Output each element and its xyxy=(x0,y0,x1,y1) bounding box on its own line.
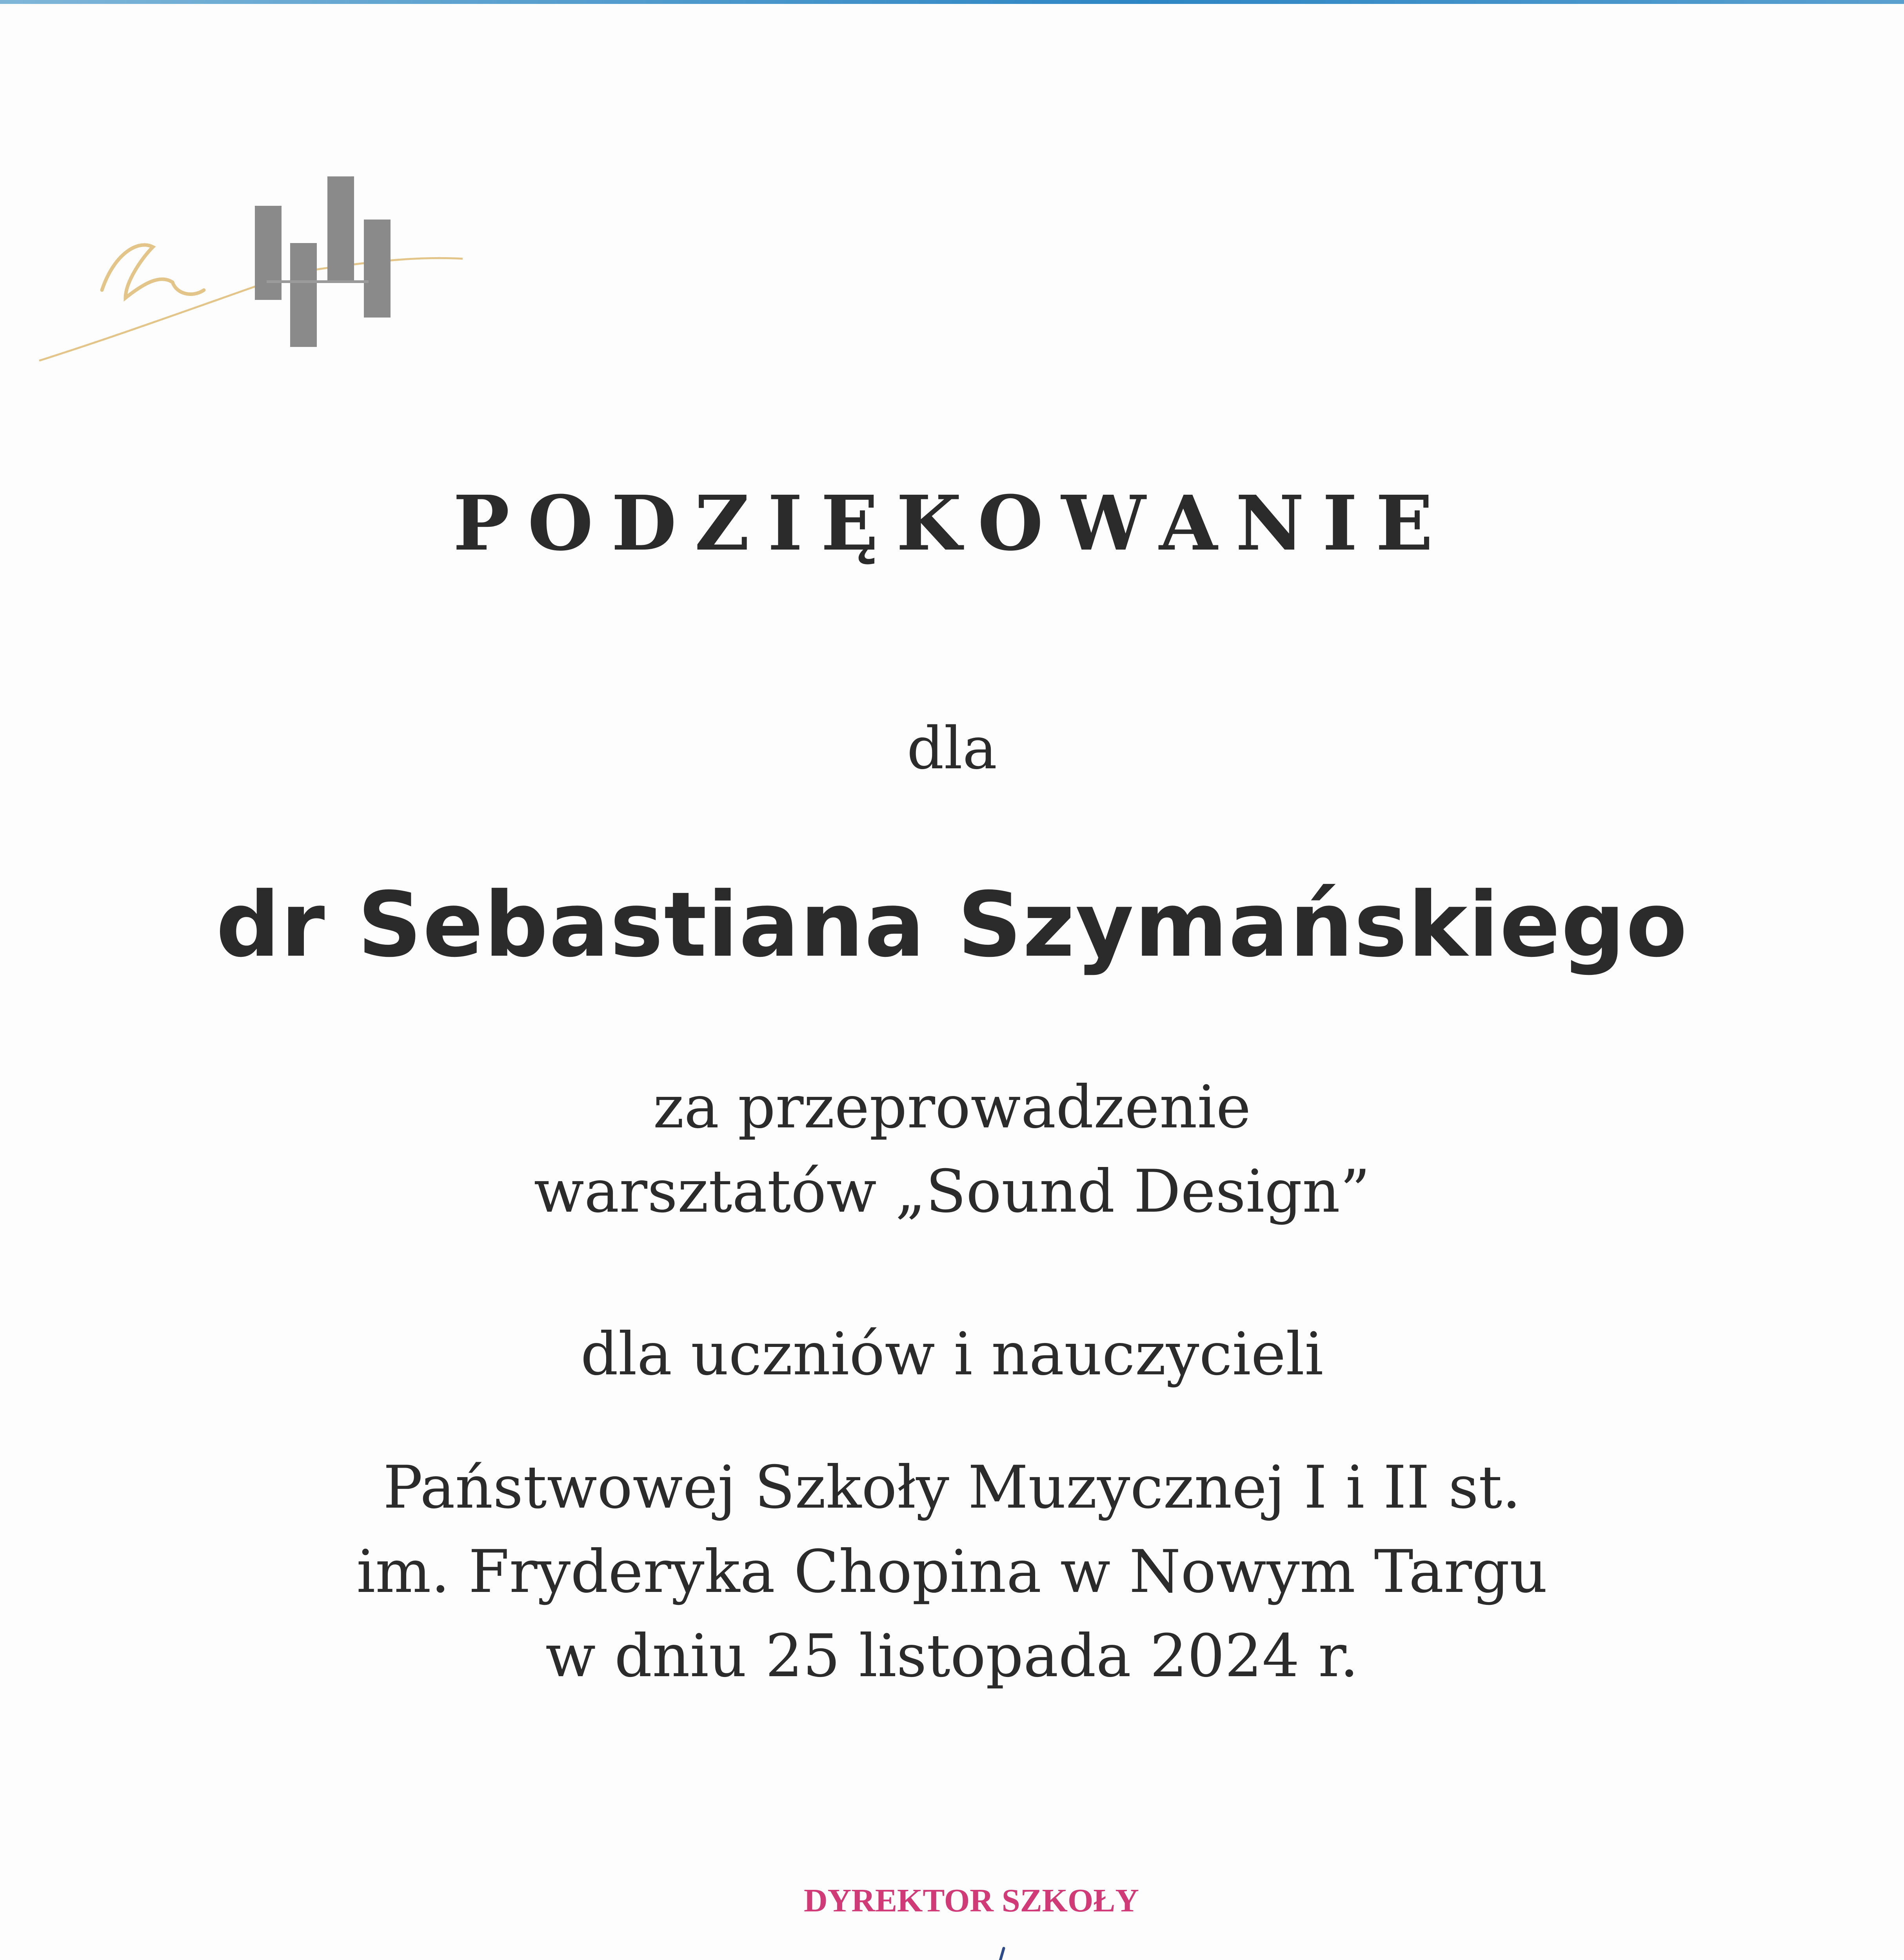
piano-keys-logo-icon xyxy=(35,165,474,368)
school-line-1: Państwowej Szkoły Muzycznej I i II st. xyxy=(383,1454,1521,1522)
recipient-name: dr Sebastiana Szymańskiego xyxy=(216,873,1688,977)
handwritten-signature xyxy=(753,1917,1161,1960)
date-line: w dniu 25 listopada 2024 r. xyxy=(545,1622,1359,1690)
for-word: dla xyxy=(907,715,997,782)
school-line-2: im. Fryderyka Chopina w Nowym Targu xyxy=(356,1538,1548,1606)
reason-line-1: za przeprowadzenie xyxy=(653,1073,1251,1142)
signature-block xyxy=(659,1882,1247,1960)
scan-edge xyxy=(0,0,1904,4)
document-title: PODZIĘKOWANIE xyxy=(453,479,1451,568)
director-title-stamp: DYREKTOR SZKOŁY xyxy=(804,1882,1139,1919)
audience-line: dla uczniów i nauczycieli xyxy=(580,1320,1324,1388)
reason-line-2: warsztatów „Sound Design” xyxy=(534,1158,1370,1226)
